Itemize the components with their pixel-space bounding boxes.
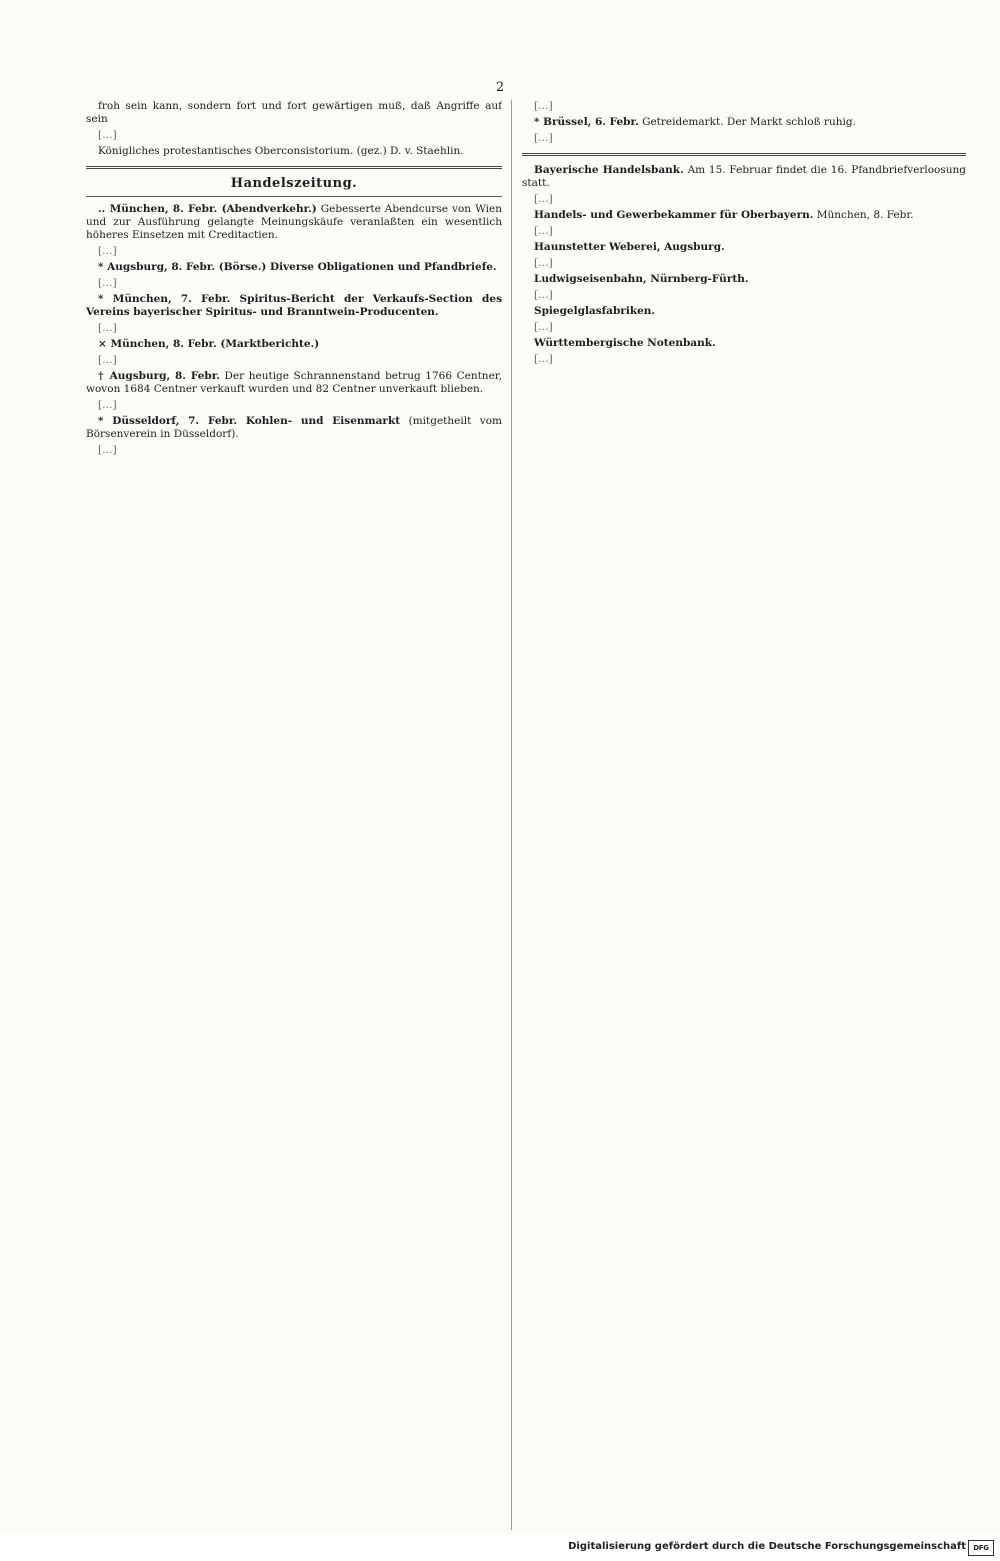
article-item [522,273,966,286]
article-text: Am 15. Februar findet die 16. Pfandbriefverloosung statt. [522,164,966,189]
article-lead: Bayerische Handelsbank. [534,164,684,176]
article-omitted: […] [98,245,117,257]
right-column [522,100,966,1530]
article-lead: * München, 7. Febr. Spiritus-Bericht der Verkaufs-Section des Vereins bayerischer Spiritus- und Branntwein-Producenten. [86,293,502,318]
article-omitted: […] [98,444,117,456]
article-lead: Ludwigseisenbahn, Nürnberg-Fürth. [534,273,749,285]
page-number: 2 [495,80,505,95]
article-omitted: […] [98,354,117,366]
article-omitted: […] [534,321,553,333]
article-item [522,116,966,129]
article-item [86,415,502,441]
article-lead: * Brüssel, 6. Febr. [534,116,639,128]
column-divider [511,100,512,1530]
article-lead: Haunstetter Weberei, Augsburg. [534,241,725,253]
article-text: Getreidemarkt. Der Markt schloß ruhig. [642,116,856,128]
article-lead: * Düsseldorf, 7. Febr. Kohlen- und Eisenmarkt [98,415,401,427]
article-text: (mitgetheilt vom Börsenverein in Düsseldorf). [86,415,502,440]
section-rule [86,196,502,197]
article-omitted: […] [534,193,553,205]
article-lead: Württembergische Notenbank. [534,337,716,349]
article-omitted: […] [534,132,553,144]
footer-bar [0,1534,1000,1561]
article-item [522,209,966,222]
article-omitted: […] [98,399,117,411]
article-lead: .. München, 8. Febr. (Abendverkehr.) [98,203,317,215]
article-lead: Handels- und Gewerbekammer für Oberbayern. [534,209,814,221]
article-omitted: […] [534,225,553,237]
article-omitted: […] [534,353,553,365]
article-omitted: […] [98,277,117,289]
dfg-logo-text: DFG [973,1544,989,1552]
section-title: Handelszeitung. [230,176,358,191]
article-lead: × München, 8. Febr. (Marktberichte.) [98,338,320,350]
article-item [522,164,966,190]
prices-omitted: […] [534,100,553,112]
article-item [86,203,502,242]
article-item [86,370,502,396]
intro-signature: Königliches protestantisches Oberconsistorium. (gez.) D. v. Staehlin. [98,145,464,157]
left-column [86,100,502,1530]
footer-credit: Digitalisierung gefördert durch die Deutsche Forschungsgemeinschaft [568,1541,966,1552]
article-omitted: […] [534,289,553,301]
article-text: Der heutige Schrannenstand betrug 1766 Centner, wovon 1684 Centner verkauft wurden und 82 Centner unverkauft blieben. [86,370,502,395]
article-item [522,337,966,350]
intro-omitted: […] [98,129,117,141]
dfg-logo-icon [968,1540,994,1556]
article-omitted: […] [98,322,117,334]
article-text: Gebesserte Abendcurse von Wien und zur Ausführung gelangte Meinungskäufe veranlaßten ein wesentlich höheres Einsetzen mit Creditactien. [86,203,502,241]
article-lead: † Augsburg, 8. Febr. [98,370,220,382]
intro-first-line: froh sein kann, sondern fort und fort gewärtigen muß, daß Angriffe auf sein [86,100,502,125]
article-omitted: […] [534,257,553,269]
article-lead: * Augsburg, 8. Febr. (Börse.) Diverse Obligationen und Pfandbriefe. [98,261,497,273]
article-item [522,241,966,254]
article-item [86,261,502,274]
article-item [522,305,966,318]
article-separator [522,153,966,156]
article-text: München, 8. Febr. [816,209,914,221]
article-item [86,293,502,319]
article-lead: Spiegelglasfabriken. [534,305,656,317]
section-divider [86,166,502,169]
article-item [86,338,502,351]
